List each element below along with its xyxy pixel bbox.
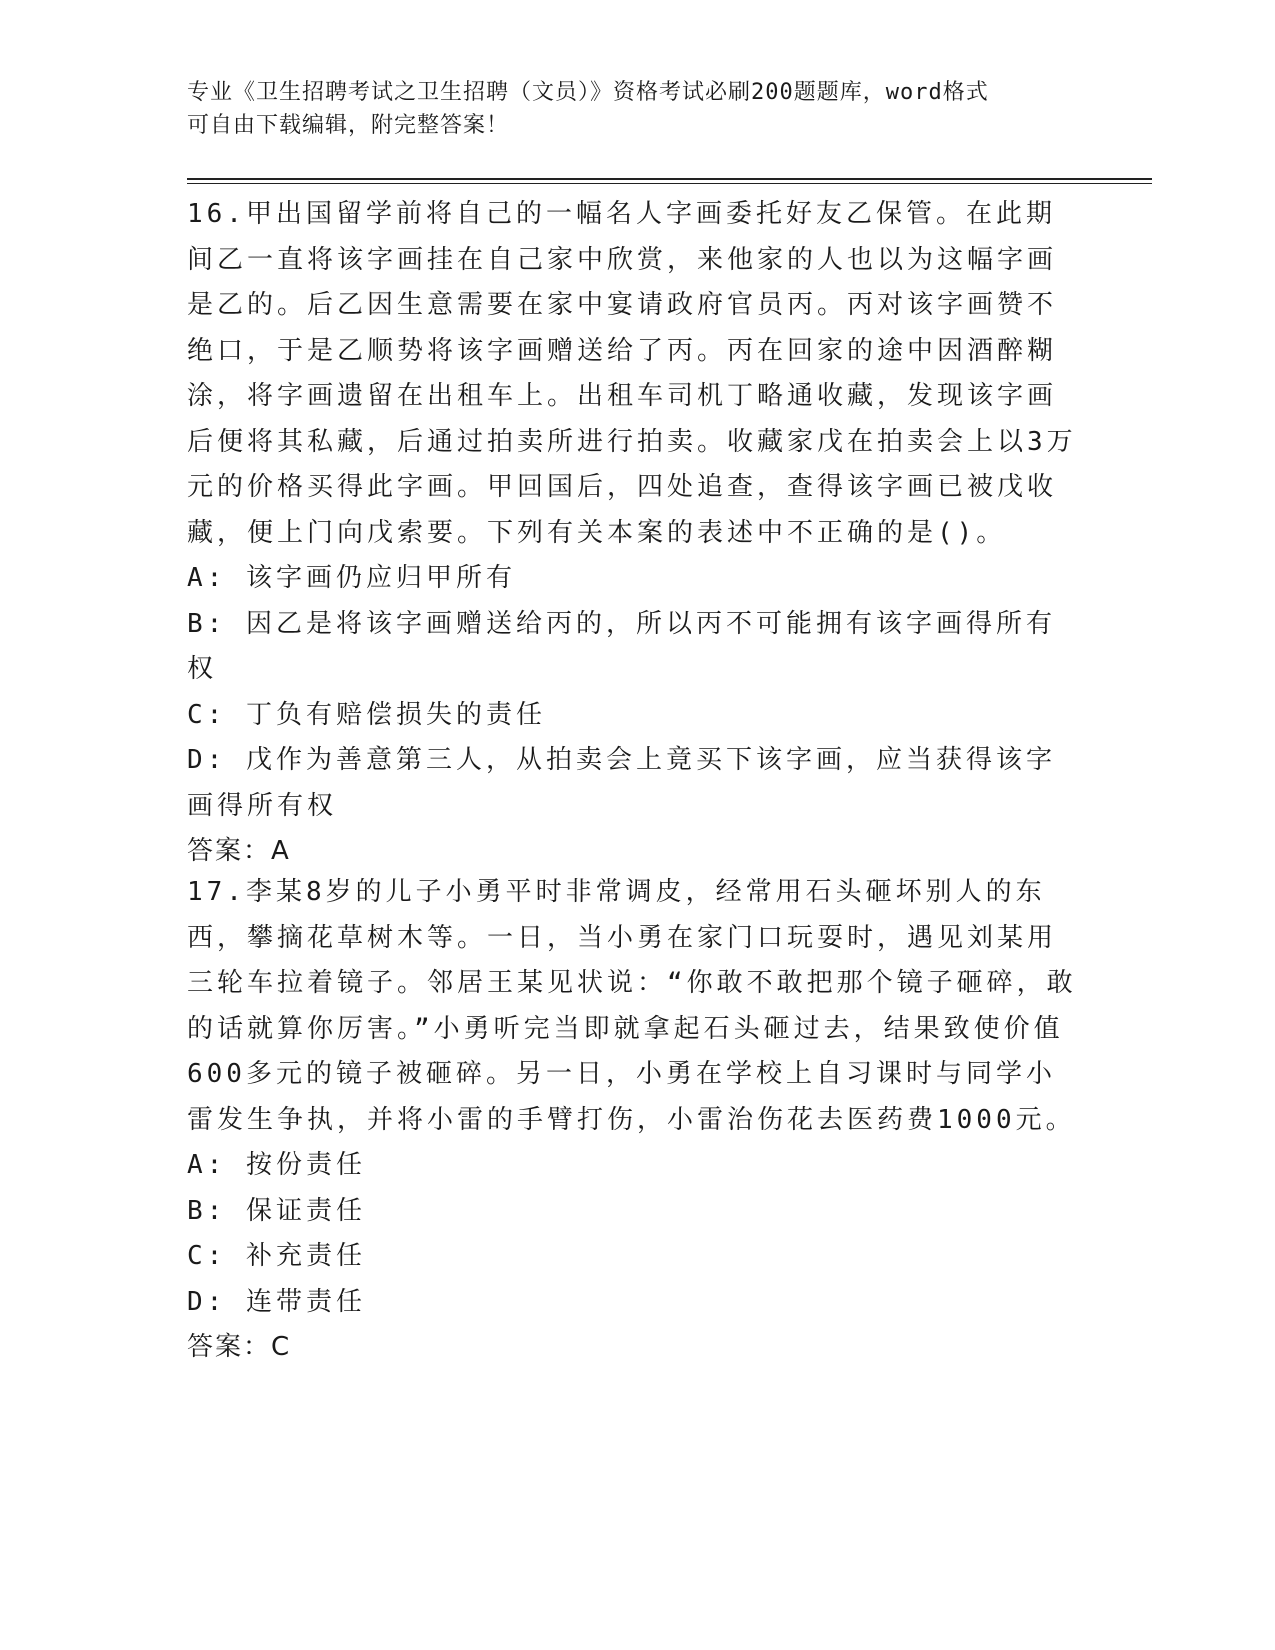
question-16 bbox=[187, 192, 1077, 875]
header-divider-thick bbox=[187, 178, 1152, 180]
option-a: A: 按份责任 bbox=[187, 1150, 366, 1180]
answer: 答案：C bbox=[187, 1332, 292, 1362]
document-header bbox=[187, 76, 1067, 142]
question-17 bbox=[187, 870, 1077, 1371]
option-c: C: 补充责任 bbox=[187, 1241, 366, 1271]
answer: 答案：A bbox=[187, 836, 291, 866]
option-c: C: 丁负有赔偿损失的责任 bbox=[187, 699, 546, 730]
question-stem: 16.甲出国留学前将自己的一幅名人字画委托好友乙保管。在此期间乙一直将该字画挂在自己家中欣赏，来他家的人也以为这幅字画是乙的。后乙因生意需要在家中宴请政府官员丙。丙对该字画赞不绝口，于是乙顺势将该字画赠送给了丙。丙在回家的途中因酒醉糊涂，将字画遗留在出租车上。出租车司机丁略通收藏，发现该字画后便将其私藏，后通过拍卖所进行拍卖。收藏家戊在拍卖会上以3万元的价格买得此字画。甲回国后，四处追查，查得该字画已被戊收藏，便上门向戊索要。下列有关本案的表述中不正确的是()。 bbox=[187, 199, 1077, 548]
header-divider-thin bbox=[187, 183, 1152, 184]
question-stem: 17.李某8岁的儿子小勇平时非常调皮，经常用石头砸坏别人的东西，攀摘花草树木等。一日，当小勇在家门口玩耍时，遇见刘某用三轮车拉着镜子。邻居王某见状说：“你敢不敢把那个镜子砸碎，敢的话就算你厉害。”小勇听完当即就拿起石头砸过去，结果致使价值600多元的镜子被砸碎。另一日，小勇在学校上自习课时与同学小雷发生争执，并将小雷的手臂打伤，小雷治伤花去医药费1000元。 bbox=[187, 877, 1077, 1135]
option-b: B: 保证责任 bbox=[187, 1195, 366, 1226]
option-b: B: 因乙是将该字画赠送给丙的，所以丙不可能拥有该字画得所有权 bbox=[187, 608, 1056, 684]
option-d: D: 连带责任 bbox=[187, 1286, 366, 1317]
option-d: D: 戊作为善意第三人，从拍卖会上竟买下该字画，应当获得该字画得所有权 bbox=[187, 745, 1056, 821]
option-a: A: 该字画仍应归甲所有 bbox=[187, 563, 516, 593]
header-line-2: 可自由下载编辑，附完整答案！ bbox=[187, 113, 510, 138]
header-line-1: 专业《卫生招聘考试之卫生招聘（文员）》资格考试必刷200题题库，word格式 bbox=[187, 80, 989, 105]
